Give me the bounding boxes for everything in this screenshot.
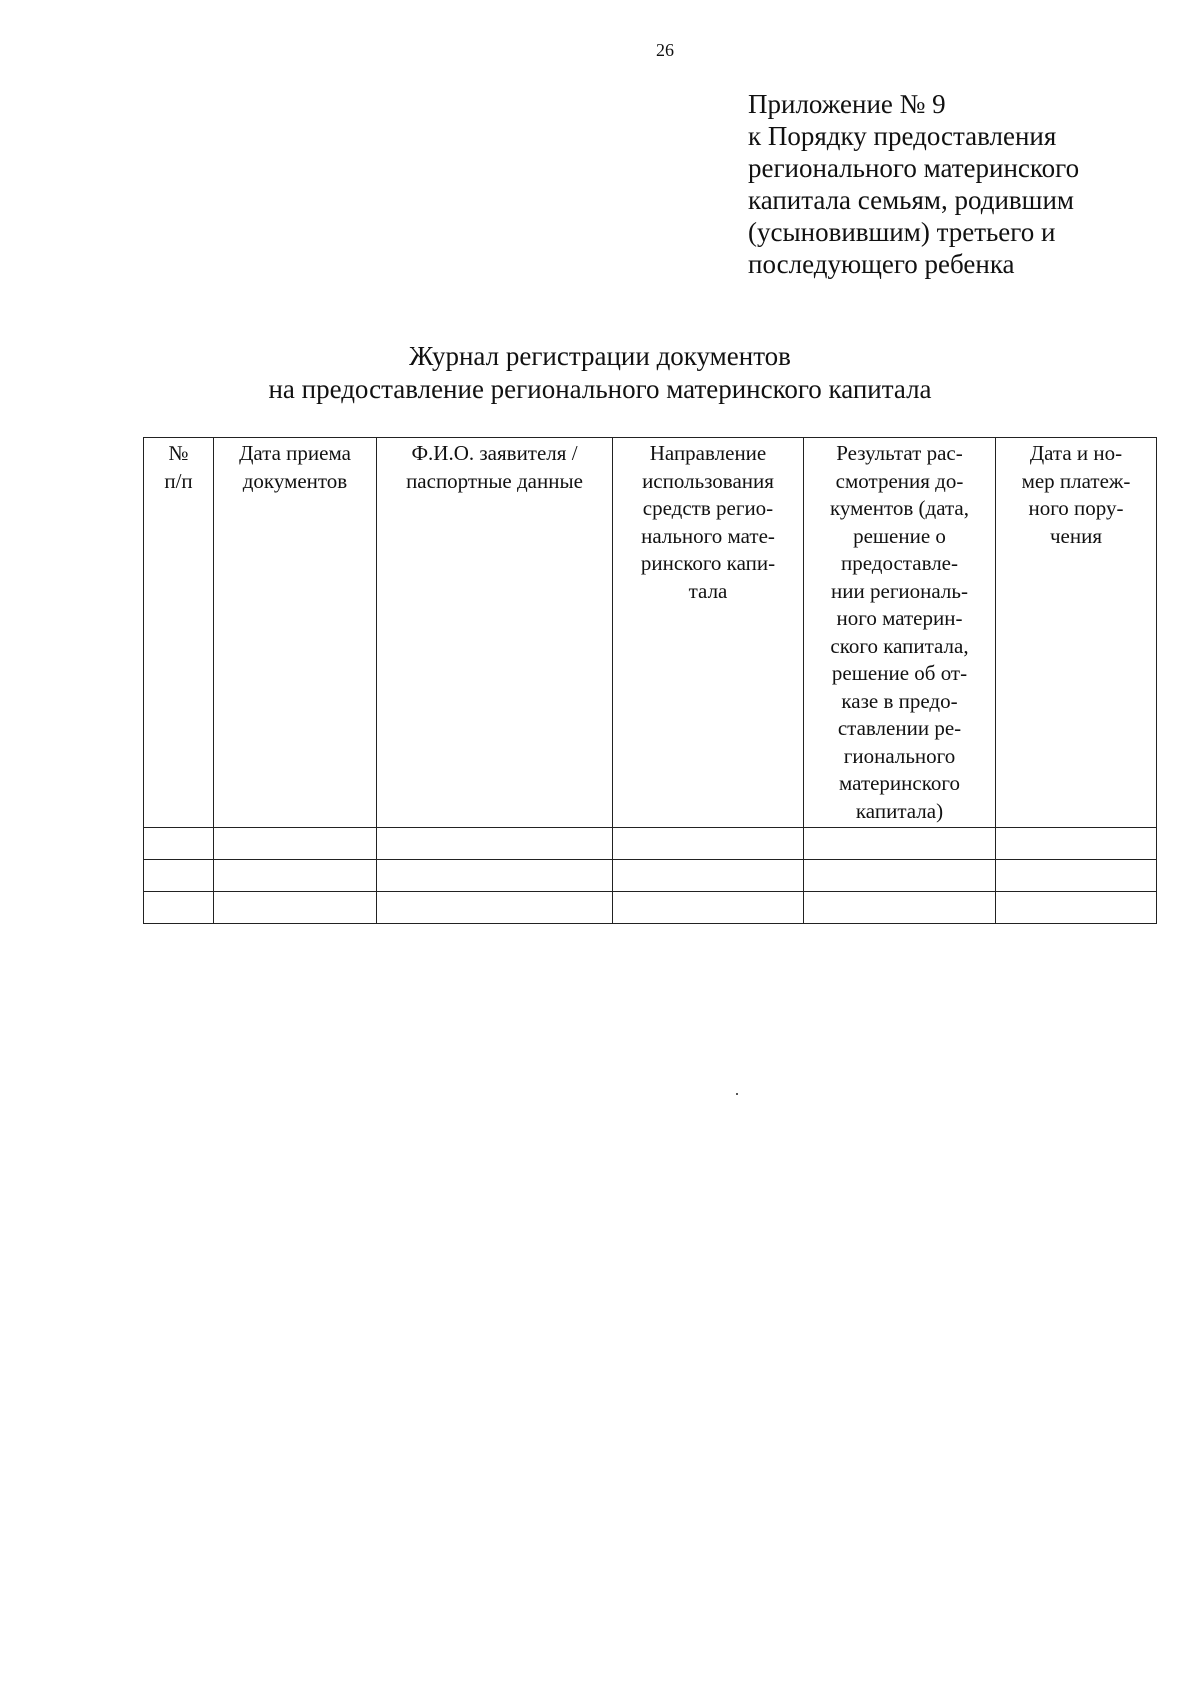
header-review-result xyxy=(804,438,996,828)
page-number: 26 xyxy=(656,40,674,60)
table-cell xyxy=(144,860,214,892)
header-line: ского капитала, xyxy=(830,633,969,658)
header-applicant xyxy=(377,438,613,828)
table-cell xyxy=(377,828,613,860)
header-line: п/п xyxy=(164,468,193,493)
header-line: казе в предо- xyxy=(841,688,958,713)
appendix-line: капитала семьям, родившим xyxy=(748,185,1074,215)
table-cell xyxy=(144,828,214,860)
header-line: тала xyxy=(688,578,728,603)
header-payment-order xyxy=(996,438,1157,828)
header-line: ного пору- xyxy=(1028,496,1124,520)
header-line: средств регио- xyxy=(642,496,774,520)
header-line: кументов (дата, xyxy=(829,496,969,520)
header-number xyxy=(144,438,214,828)
table-cell xyxy=(144,892,214,924)
table-cell xyxy=(996,892,1157,924)
header-line: паспортные данные xyxy=(406,468,583,493)
header-line: мер платеж- xyxy=(1021,468,1131,493)
header-line: № xyxy=(168,441,189,465)
scan-speck xyxy=(736,1093,738,1095)
header-line: ного материн- xyxy=(836,606,963,630)
header-line: Результат рас- xyxy=(836,441,963,465)
table-row xyxy=(144,828,1157,860)
appendix-line: к Порядку предоставления xyxy=(748,121,1057,151)
header-line: капитала) xyxy=(855,798,944,823)
header-line: Направление xyxy=(649,441,767,465)
header-line: документов xyxy=(242,468,348,493)
appendix-line: Приложение № 9 xyxy=(748,89,946,119)
table-cell xyxy=(804,828,996,860)
journal-title-line-2: на предоставление регионального материнского капитала xyxy=(268,374,932,404)
header-line: ринского капи- xyxy=(640,551,776,575)
table-cell xyxy=(996,828,1157,860)
appendix-line: регионального материнского xyxy=(748,153,1080,183)
header-line: материнского xyxy=(839,771,960,795)
header-line: Дата приема xyxy=(239,441,351,465)
table-cell xyxy=(996,860,1157,892)
journal-title xyxy=(0,340,1200,406)
header-line: решение о xyxy=(853,523,946,548)
header-line: гионального xyxy=(843,743,956,768)
header-line: нального мате- xyxy=(641,523,775,548)
table-row xyxy=(144,892,1157,924)
table-cell xyxy=(613,860,804,892)
registration-journal-table xyxy=(143,437,1157,924)
header-line: решение об от- xyxy=(831,661,968,685)
table-header-row xyxy=(144,438,1157,828)
header-receipt-date xyxy=(214,438,377,828)
table-cell xyxy=(214,860,377,892)
appendix-line: (усыновившим) третьего и xyxy=(748,217,1056,247)
header-line: Ф.И.О. заявителя / xyxy=(411,441,578,465)
appendix-line: последующего ребенка xyxy=(748,249,1015,279)
header-funds-direction xyxy=(613,438,804,828)
appendix-block xyxy=(748,88,1168,280)
table-cell xyxy=(804,860,996,892)
header-line: нии региональ- xyxy=(831,578,968,603)
header-line: использования xyxy=(642,468,774,493)
header-line: предоставле- xyxy=(841,551,958,575)
table-cell xyxy=(377,892,613,924)
table-cell xyxy=(613,892,804,924)
header-line: смотрения до- xyxy=(835,468,964,493)
header-line: Дата и но- xyxy=(1029,441,1123,465)
table-cell xyxy=(214,828,377,860)
table-cell xyxy=(377,860,613,892)
table-cell xyxy=(613,828,804,860)
header-line: чения xyxy=(1049,523,1103,548)
table-cell xyxy=(804,892,996,924)
journal-title-line-1: Журнал регистрации документов xyxy=(409,341,791,371)
table-row xyxy=(144,860,1157,892)
header-line: ставлении ре- xyxy=(837,716,962,740)
table-cell xyxy=(214,892,377,924)
